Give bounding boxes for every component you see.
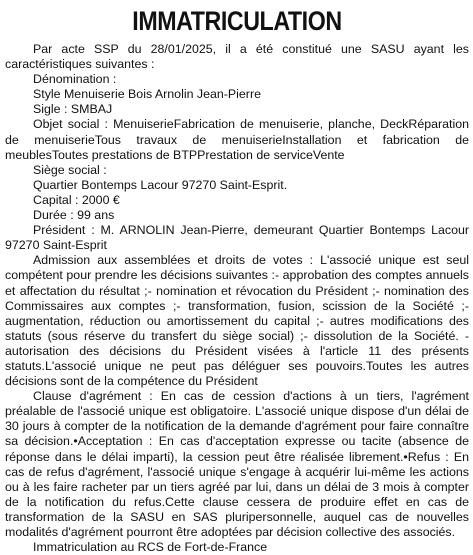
duree-line: Durée : 99 ans [33,208,115,223]
rcs-line: Immatriculation au RCS de Fort-de-France [33,540,268,555]
denomination-value: Style Menuiserie Bois Arnolin Jean-Pierre [33,87,261,102]
admission-paragraph: Admission aux assemblées et droits de votes : L'associé unique est seul compétent pour prendre les décisions suivantes :- approbation des comptes annuels et affectation du résultat ;- nomination et révocation du Président ;- nomination des Commissaires aux comptes ;- transformation, fusion, scission de la Société ;- augmentation, réduction ou amortissement du capital ;- autres modifications des statuts (sous réserve du transfert du siège social) ;- dissolution de la Société. - autorisation des décisions du Président visées à l'article 11 des présents statuts.L'associé unique ne peut pas déléguer ses pouvoirs.Toutes les autres décisions sont de la compétence du Président [5,253,469,389]
denomination-label: Dénomination : [33,72,117,87]
agrement-paragraph: Clause d'agrément : En cas de cession d'actions à un tiers, l'agrément préalable de l'associé unique est obligatoire. L'associé unique dispose d'un délai de 30 jours à compter de la notification de la demande d'agrément pour faire connaître sa décision.•Acceptation : En cas d'acceptation expresse ou tacite (absence de réponse dans le délai imparti), la cession peut être réalisée librement.•Refus : En cas de refus d'agrément, l'associé unique s'engage à acquérir lui-même les actions ou à les faire racheter par un tiers agréé par lui, dans un délai de 3 mois à compter de la notification du refus.Cette clause cessera de produire effet en cas de transformation de la SASU en SAS pluripersonnelle, auquel cas de nouvelles modalités d'agrément pourront être adoptées par décision collective des associés. [5,389,469,539]
notice-title: IMMATRICULATION [132,6,342,36]
siege-label: Siège social : [33,162,107,177]
intro-paragraph: Par acte SSP du 28/01/2025, il a été constitué une SASU ayant les caractéristiques suivantes : [5,42,469,72]
siege-value: Quartier Bontemps Lacour 97270 Saint-Esprit. [33,177,288,192]
capital-line: Capital : 2000 € [33,192,120,207]
president-paragraph: Président : M. ARNOLIN Jean-Pierre, demeurant Quartier Bontemps Lacour 97270 Saint-Esprit [5,223,469,253]
sigle-line: Sigle : SMBAJ [33,102,113,117]
objet-social-paragraph: Objet social : MenuiserieFabrication de menuiserie, planche, DeckRéparation de menuiserieTous travaux de menuiserieInstallation et fabrication de meublesToutes prestations de BTPPrestation de serviceVente [5,117,469,162]
